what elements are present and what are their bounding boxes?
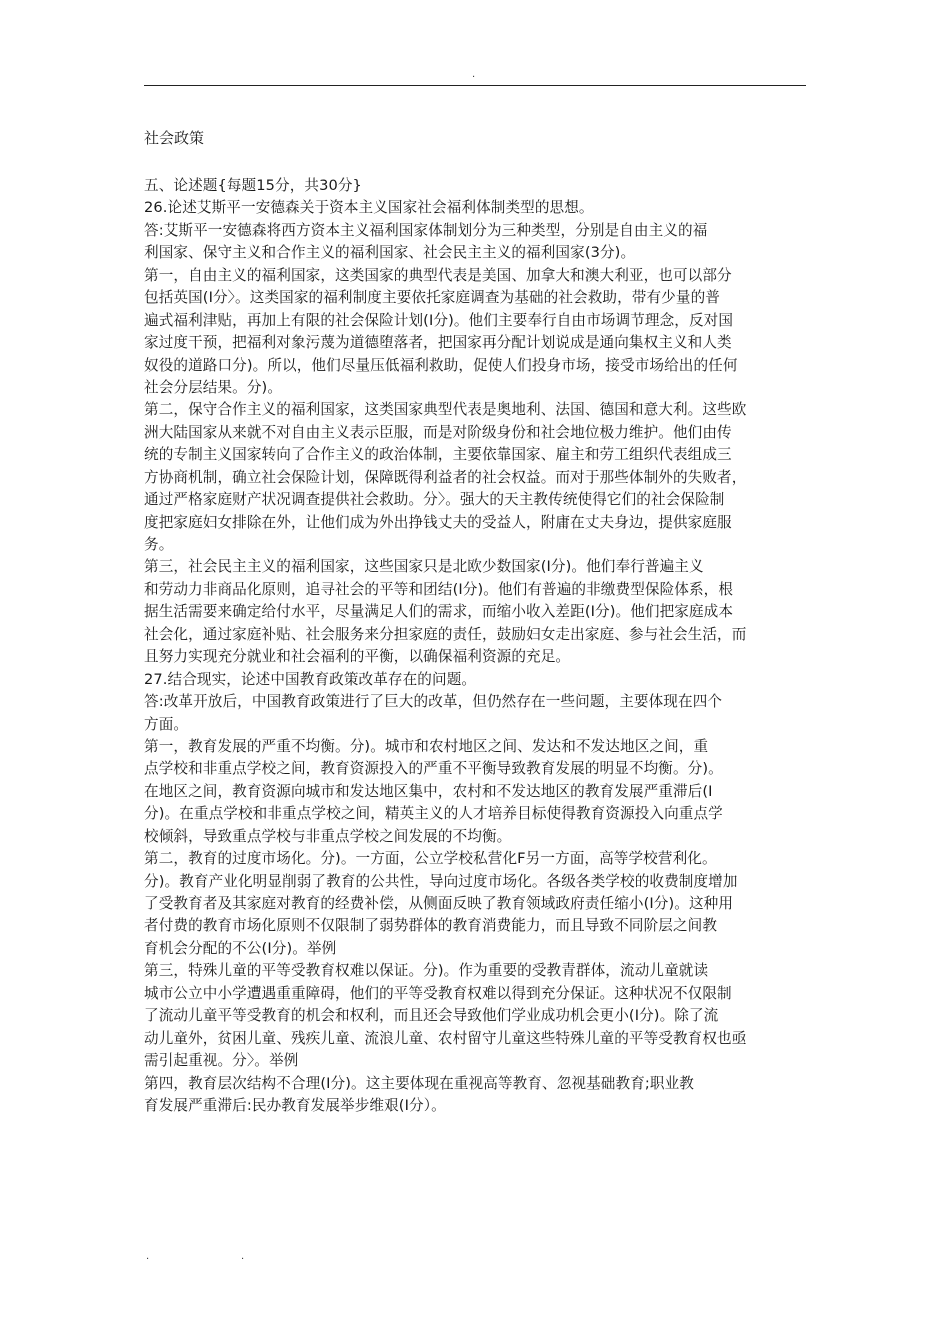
- text-line: 务。: [144, 536, 174, 553]
- text-line: 利国家、保守主义和合作主义的福利国家、社会民主主义的福利国家(3分)。: [144, 244, 636, 262]
- text-line: 需引起重视。分〉。举例: [144, 1052, 299, 1070]
- text-line: 第二，教育的过度市场化。分)。一方面，公立学校私营化F另一方面，高等学校营利化。: [144, 850, 717, 868]
- text-line: 家过度干预，把福利对象污蔑为道德堕落者，把国家再分配计划说成是通向集权主义和人类: [144, 334, 732, 352]
- header-rule: [144, 85, 806, 86]
- question-27: 27.结合现实，论述中国教育政策改革存在的问题。: [144, 670, 477, 688]
- section-heading: 五、论述题{每题15分，共30分}: [144, 177, 362, 194]
- text-line: 遍式福利津贴，再加上有限的社会保险计划(I分)。他们主要奉行自由市场调节理念，反对国: [144, 311, 734, 329]
- text-line: 点学校和非重点学校之间，教育资源投入的严重不平衡导致教育发展的明显不均衡。分)。: [144, 760, 723, 778]
- text-line: 社会化，通过家庭补贴、社会服务来分担家庭的责任，鼓励妇女走出家庭、参与社会生活，而: [144, 625, 747, 643]
- text-line: 在地区之间，教育资源向城市和发达地区集中，农村和不发达地区的教育发展严重滞后(I: [144, 782, 713, 800]
- footer-dot-left: .: [146, 1251, 150, 1262]
- header-dot: .: [472, 69, 476, 80]
- text-line: 洲大陆国家从来就不对自由主义表示臣服，而是对阶级身份和社会地位极力维护。他们由传: [144, 423, 732, 441]
- text-line: 了流动儿童平等受教育的机会和权利，而且还会导致他们学业成功机会更小(I分)。除了流: [144, 1007, 719, 1025]
- text-line: 和劳动力非商品化原则，追寻社会的平等和团结(I分)。他们有普遍的非缴费型保险体系，根: [144, 580, 734, 598]
- text-line: 方面。: [144, 715, 189, 733]
- text-line: 者付费的教育市场化原则不仅限制了弱势群体的教育消费能力，而且导致不同阶层之间教: [144, 917, 718, 935]
- text-line: 动儿童外，贫困儿童、残疾儿童、流浪儿童、农村留守儿童这些特殊儿童的平等受教育权也亟: [144, 1029, 747, 1047]
- footer-dot-right: .: [241, 1251, 245, 1262]
- text-line: 第四，教育层次结构不合理(I分)。这主要体现在重视高等教育、忽视基础教育;职业教: [144, 1074, 694, 1092]
- text-line: 答:改革开放后，中国教育政策进行了巨大的改革，但仍然存在一些问题，主要体现在四个: [144, 693, 723, 711]
- text-line: 通过严格家庭财产状况调查提供社会救助。分〉。强大的天主教传统使得它们的社会保险制: [144, 491, 725, 509]
- text-line: 育发展严重滞后:民办教育发展举步维艰(I分）。: [144, 1096, 446, 1114]
- document-title: 社会政策: [144, 129, 205, 147]
- text-line: 校倾斜，导致重点学校与非重点学校之间发展的不均衡。: [144, 827, 512, 845]
- text-line: 第三，特殊儿童的平等受教育权难以保证。分)。作为重要的受教青群体，流动儿童就读: [144, 962, 709, 980]
- text-line: 且努力实现充分就业和社会福利的平衡，以确保福利资源的充足。: [144, 648, 571, 666]
- text-line: 了受教育者及其家庭对教育的经费补偿，从侧面反映了教育领域政府责任缩小(I分)。这种用: [144, 895, 734, 912]
- question-26: 26.论述艾斯平一安德森关于资本主义国家社会福利体制类型的思想。: [144, 199, 594, 217]
- text-line: 第一，自由主义的福利国家，这类国家的典型代表是美国、加拿大和澳大利亚，也可以部分: [144, 266, 732, 284]
- document-body: [144, 175, 810, 1117]
- text-line: 第二，保守合作主义的福利国家，这类国家典型代表是奥地利、法国、德国和意大利。这些欧: [144, 401, 747, 419]
- text-line: 育机会分配的不公(I分)。举例: [144, 939, 337, 957]
- text-line: 社会分层结果。分)。: [144, 378, 283, 396]
- text-line: 城市公立中小学遭遇重重障碍，他们的平等受教育权难以得到充分保证。这种状况不仅限制: [144, 984, 732, 1002]
- text-line: 答:艾斯平一安德森将西方资本主义福利国家体制划分为三种类型，分别是自由主义的福: [144, 221, 708, 239]
- text-line: 分)。在重点学校和非重点学校之间，精英主义的人才培养目标使得教育资源投入向重点学: [144, 805, 723, 823]
- text-line: 第三，社会民主主义的福利国家，这些国家只是北欧少数国家(I分)。他们奉行普遍主义: [144, 558, 704, 576]
- text-line: 度把家庭妇女排除在外，让他们成为外出挣钱丈夫的受益人，附庸在丈夫身边，提供家庭服: [144, 513, 732, 531]
- text-line: 方协商机制，确立社会保险计划，保障既得利益者的社会权益。而对于那些体制外的失败者，: [144, 468, 747, 486]
- text-line: 统的专制主义国家转向了合作主义的政治体制，主要依靠国家、雇主和劳工组织代表组成三: [144, 446, 732, 464]
- text-line: 奴役的道路口分)。所以，他们尽量压低福利救助，促使人们投身市场，接受市场给出的任何: [144, 356, 738, 374]
- text-line: 包括英国(I分〉。这类国家的福利制度主要依托家庭调查为基础的社会救助，带有少量的普: [144, 289, 720, 307]
- text-line: 据生活需要来确定给付水平，尽量满足人们的需求，而缩小收入差距(I分)。他们把家庭成本: [144, 603, 734, 621]
- text-line: 第一，教育发展的严重不均衡。分)。城市和农村地区之间、发达和不发达地区之间，重: [144, 737, 709, 755]
- text-line: 分)。教育产业化明显削弱了教育的公共性，导向过度市场化。各级各类学校的收费制度增加: [144, 872, 738, 890]
